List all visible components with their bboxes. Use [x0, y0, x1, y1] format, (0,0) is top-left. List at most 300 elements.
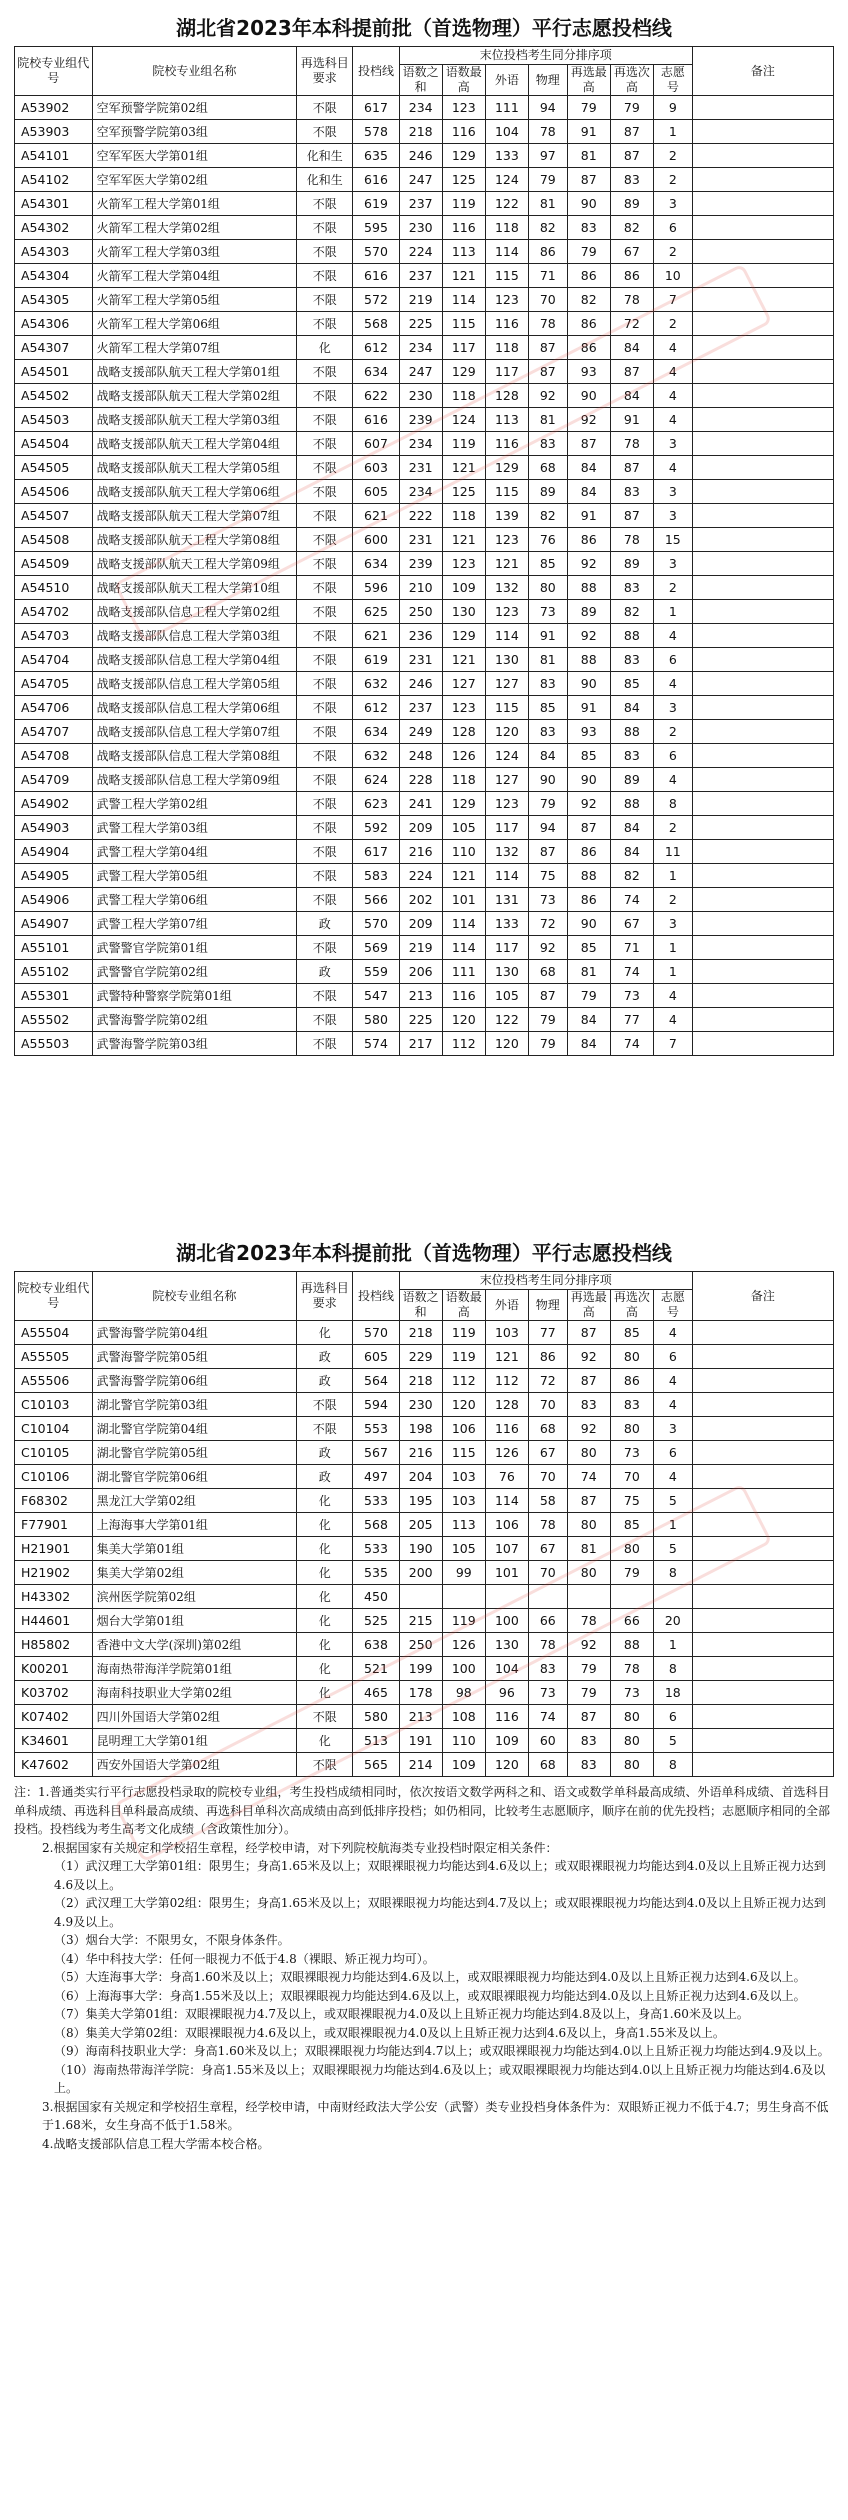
rank-cell: 76: [528, 528, 567, 552]
rank-cell: 112: [442, 1369, 485, 1393]
rank-cell: 128: [485, 1393, 528, 1417]
group-name-cell: 战略支援部队信息工程大学第06组: [92, 696, 297, 720]
rank-cell: 91: [567, 696, 610, 720]
rank-cell: 67: [610, 240, 653, 264]
score-cell: 616: [353, 168, 399, 192]
group-name-cell: 湖北警官学院第04组: [92, 1417, 297, 1441]
rank-cell: 71: [528, 264, 567, 288]
remark-cell: [692, 264, 833, 288]
footnote-line: 2.根据国家有关规定和学校招生章程，经学校申请，对下列院校航海类专业投档时限定相关条件：: [42, 1840, 558, 1855]
remark-cell: [692, 168, 833, 192]
rank-cell: 90: [567, 384, 610, 408]
rank-cell: 127: [442, 672, 485, 696]
rank-cell: 111: [442, 960, 485, 984]
group-name-cell: 黑龙江大学第02组: [92, 1489, 297, 1513]
group-code-cell: A55102: [15, 960, 93, 984]
rank-cell: 80: [567, 1441, 610, 1465]
group-code-cell: A54304: [15, 264, 93, 288]
subject-req-cell: 不限: [297, 432, 353, 456]
rank-cell: 66: [528, 1609, 567, 1633]
subject-req-cell: 不限: [297, 360, 353, 384]
rank-cell: 80: [610, 1537, 653, 1561]
rank-cell: 103: [442, 1465, 485, 1489]
subject-req-cell: 不限: [297, 408, 353, 432]
rank-cell: 89: [610, 768, 653, 792]
group-code-cell: C10106: [15, 1465, 93, 1489]
rank-cell: 87: [567, 168, 610, 192]
table-row: [15, 480, 834, 504]
rank-cell: 78: [610, 432, 653, 456]
group-code-cell: A54502: [15, 384, 93, 408]
rank-cell: 82: [528, 216, 567, 240]
rank-cell: 2: [653, 144, 692, 168]
group-code-cell: A54709: [15, 768, 93, 792]
score-cell: 465: [353, 1681, 399, 1705]
group-name-cell: 武警海警学院第05组: [92, 1345, 297, 1369]
rank-cell: 241: [399, 792, 442, 816]
subject-req-cell: 不限: [297, 696, 353, 720]
score-cell: 568: [353, 1513, 399, 1537]
subject-req-cell: 化: [297, 1321, 353, 1345]
group-code-cell: C10104: [15, 1417, 93, 1441]
rank-cell: 5: [653, 1729, 692, 1753]
rank-cell: 83: [610, 1393, 653, 1417]
rank-cell: 129: [442, 792, 485, 816]
col-group-header: 末位投档考生同分排序项: [399, 47, 692, 65]
rank-cell: 78: [610, 1657, 653, 1681]
score-cell: 566: [353, 888, 399, 912]
rank-cell: 20: [653, 1609, 692, 1633]
rank-cell: 89: [610, 192, 653, 216]
rank-cell: 71: [610, 936, 653, 960]
rank-cell: 250: [399, 600, 442, 624]
table-row: [15, 264, 834, 288]
rank-cell: 198: [399, 1417, 442, 1441]
group-name-cell: 战略支援部队信息工程大学第03组: [92, 624, 297, 648]
rank-cell: 79: [567, 1657, 610, 1681]
group-name-cell: 湖北警官学院第05组: [92, 1441, 297, 1465]
rank-cell: 205: [399, 1513, 442, 1537]
rank-cell: 88: [567, 576, 610, 600]
remark-cell: [692, 792, 833, 816]
rank-cell: 10: [653, 264, 692, 288]
table-row: [15, 1369, 834, 1393]
group-name-cell: 武警工程大学第06组: [92, 888, 297, 912]
table-row: [15, 1032, 834, 1056]
rank-cell: 4: [653, 624, 692, 648]
rank-cell: 83: [610, 744, 653, 768]
group-code-cell: K47602: [15, 1753, 93, 1777]
rank-cell: 92: [567, 552, 610, 576]
rank-cell: 4: [653, 672, 692, 696]
score-cell: 513: [353, 1729, 399, 1753]
rank-cell: 78: [528, 1513, 567, 1537]
remark-cell: [692, 888, 833, 912]
rank-cell: 60: [528, 1729, 567, 1753]
group-name-cell: 战略支援部队航天工程大学第09组: [92, 552, 297, 576]
group-name-cell: 火箭军工程大学第02组: [92, 216, 297, 240]
rank-cell: 90: [567, 912, 610, 936]
group-code-cell: A54907: [15, 912, 93, 936]
group-name-cell: 战略支援部队航天工程大学第04组: [92, 432, 297, 456]
group-code-cell: A54903: [15, 816, 93, 840]
rank-cell: 85: [567, 744, 610, 768]
remark-cell: [692, 504, 833, 528]
group-code-cell: A54708: [15, 744, 93, 768]
rank-cell: 74: [610, 1032, 653, 1056]
rank-cell: 209: [399, 912, 442, 936]
rank-cell: 119: [442, 432, 485, 456]
table-row: [15, 1008, 834, 1032]
table-row: [15, 888, 834, 912]
rank-cell: 239: [399, 552, 442, 576]
rank-cell: 90: [528, 768, 567, 792]
group-name-cell: 战略支援部队信息工程大学第04组: [92, 648, 297, 672]
rank-cell: 87: [610, 120, 653, 144]
remark-cell: [692, 1489, 833, 1513]
subject-req-cell: 不限: [297, 744, 353, 768]
subject-req-cell: 化: [297, 1585, 353, 1609]
rank-cell: 84: [567, 1032, 610, 1056]
rank-cell: 92: [567, 624, 610, 648]
rank-cell: 72: [528, 1369, 567, 1393]
score-cell: 497: [353, 1465, 399, 1489]
rank-cell: 84: [610, 336, 653, 360]
col-req-header: 再选科目要求: [297, 47, 353, 96]
rank-cell: 89: [528, 480, 567, 504]
rank-cell: 92: [567, 792, 610, 816]
rank-cell: 80: [610, 1729, 653, 1753]
rank-cell: 86: [567, 312, 610, 336]
rank-cell: 123: [442, 96, 485, 120]
score-cell: 617: [353, 96, 399, 120]
rank-cell: 86: [567, 264, 610, 288]
group-code-cell: A54904: [15, 840, 93, 864]
rank-cell: 246: [399, 144, 442, 168]
footnote-line: （6）上海海事大学：身高1.55米及以上；双眼裸眼视力均能达到4.6及以上，或双眼裸眼视力均能达到4.0及以上且矫正视力达到4.6及以上。: [54, 1988, 806, 2003]
rank-cell: 77: [610, 1008, 653, 1032]
rank-cell: 2: [653, 888, 692, 912]
rank-cell: 121: [485, 1345, 528, 1369]
group-name-cell: 战略支援部队航天工程大学第05组: [92, 456, 297, 480]
rank-cell: 103: [442, 1489, 485, 1513]
rank-cell: 58: [528, 1489, 567, 1513]
rank-cell: 72: [610, 312, 653, 336]
rank-cell: 70: [528, 1393, 567, 1417]
rank-cell: [442, 1585, 485, 1609]
group-name-cell: 火箭军工程大学第04组: [92, 264, 297, 288]
rank-cell: 68: [528, 1753, 567, 1777]
rank-cell: 9: [653, 96, 692, 120]
col-sub-header: 志愿号: [653, 1290, 692, 1321]
rank-cell: 74: [610, 888, 653, 912]
score-cell: 612: [353, 696, 399, 720]
remark-cell: [692, 528, 833, 552]
rank-cell: 119: [442, 1609, 485, 1633]
rank-cell: 3: [653, 480, 692, 504]
remark-cell: [692, 1441, 833, 1465]
rank-cell: 231: [399, 456, 442, 480]
table-row: [15, 1729, 834, 1753]
score-cell: 570: [353, 1321, 399, 1345]
rank-cell: 129: [442, 624, 485, 648]
rank-cell: 1: [653, 1513, 692, 1537]
rank-cell: 86: [567, 528, 610, 552]
rank-cell: 109: [442, 576, 485, 600]
subject-req-cell: 不限: [297, 216, 353, 240]
rank-cell: 214: [399, 1753, 442, 1777]
rank-cell: 191: [399, 1729, 442, 1753]
rank-cell: 77: [528, 1321, 567, 1345]
rank-cell: 123: [442, 696, 485, 720]
group-name-cell: 海南科技职业大学第02组: [92, 1681, 297, 1705]
col-sub-header: 外语: [485, 1290, 528, 1321]
rank-cell: 73: [528, 1681, 567, 1705]
group-name-cell: 昆明理工大学第01组: [92, 1729, 297, 1753]
table-row: [15, 816, 834, 840]
rank-cell: 246: [399, 672, 442, 696]
rank-cell: 78: [528, 120, 567, 144]
rank-cell: 87: [528, 336, 567, 360]
score-table: [14, 1271, 834, 1777]
score-table: [14, 46, 834, 1056]
score-cell: 619: [353, 192, 399, 216]
group-code-cell: A54704: [15, 648, 93, 672]
rank-cell: 132: [485, 576, 528, 600]
col-sub-header: 语数之和: [399, 65, 442, 96]
subject-req-cell: 政: [297, 912, 353, 936]
table-row: [15, 120, 834, 144]
group-name-cell: 武警工程大学第07组: [92, 912, 297, 936]
group-name-cell: 战略支援部队航天工程大学第08组: [92, 528, 297, 552]
rank-cell: 130: [485, 1633, 528, 1657]
subject-req-cell: 化: [297, 1633, 353, 1657]
rank-cell: 116: [442, 120, 485, 144]
group-code-cell: A54703: [15, 624, 93, 648]
rank-cell: 224: [399, 240, 442, 264]
rank-cell: 114: [442, 912, 485, 936]
rank-cell: [528, 1585, 567, 1609]
table-row: [15, 1609, 834, 1633]
score-cell: 553: [353, 1417, 399, 1441]
score-cell: 568: [353, 312, 399, 336]
rank-cell: 114: [485, 864, 528, 888]
rank-cell: 195: [399, 1489, 442, 1513]
remark-cell: [692, 384, 833, 408]
rank-cell: 92: [567, 1417, 610, 1441]
rank-cell: 6: [653, 648, 692, 672]
subject-req-cell: 化: [297, 1681, 353, 1705]
rank-cell: 127: [485, 672, 528, 696]
remark-cell: [692, 744, 833, 768]
subject-req-cell: 不限: [297, 624, 353, 648]
subject-req-cell: 不限: [297, 384, 353, 408]
rank-cell: 87: [610, 504, 653, 528]
group-name-cell: 战略支援部队信息工程大学第08组: [92, 744, 297, 768]
subject-req-cell: 化: [297, 1489, 353, 1513]
rank-cell: 116: [485, 1705, 528, 1729]
table-row: [15, 192, 834, 216]
rank-cell: 109: [485, 1729, 528, 1753]
rank-cell: 1: [653, 936, 692, 960]
group-code-cell: A53902: [15, 96, 93, 120]
rank-cell: 84: [567, 456, 610, 480]
table-row: [15, 720, 834, 744]
rank-cell: 129: [485, 456, 528, 480]
rank-cell: 107: [485, 1537, 528, 1561]
col-sub-header: 志愿号: [653, 65, 692, 96]
rank-cell: 70: [610, 1465, 653, 1489]
rank-cell: 92: [567, 1345, 610, 1369]
rank-cell: 237: [399, 192, 442, 216]
footnote-line: （1）武汉理工大学第01组：限男生；身高1.65米及以上；双眼裸眼视力均能达到4.6及以上；或双眼裸眼视力均能达到4.0及以上且矫正视力达到4.6及以上。: [54, 1859, 826, 1892]
rank-cell: 6: [653, 744, 692, 768]
subject-req-cell: 不限: [297, 864, 353, 888]
remark-cell: [692, 1585, 833, 1609]
rank-cell: 130: [485, 648, 528, 672]
rank-cell: 113: [485, 408, 528, 432]
table-row: [15, 1753, 834, 1777]
rank-cell: 121: [442, 456, 485, 480]
rank-cell: 120: [442, 1393, 485, 1417]
group-name-cell: 武警工程大学第03组: [92, 816, 297, 840]
rank-cell: 120: [485, 1753, 528, 1777]
rank-cell: 1: [653, 1633, 692, 1657]
remark-cell: [692, 1561, 833, 1585]
rank-cell: 106: [442, 1417, 485, 1441]
rank-cell: 81: [567, 960, 610, 984]
subject-req-cell: 不限: [297, 768, 353, 792]
rank-cell: 79: [567, 1681, 610, 1705]
group-name-cell: 武警特种警察学院第01组: [92, 984, 297, 1008]
score-cell: 622: [353, 384, 399, 408]
rank-cell: 248: [399, 744, 442, 768]
remark-cell: [692, 1417, 833, 1441]
subject-req-cell: 不限: [297, 648, 353, 672]
table-row: [15, 528, 834, 552]
remark-cell: [692, 192, 833, 216]
table-row: [15, 312, 834, 336]
subject-req-cell: 不限: [297, 240, 353, 264]
rank-cell: 85: [610, 1513, 653, 1537]
score-cell: 607: [353, 432, 399, 456]
rank-cell: 119: [442, 1321, 485, 1345]
rank-cell: 83: [528, 432, 567, 456]
rank-cell: 239: [399, 408, 442, 432]
col-sub-header: 物理: [528, 1290, 567, 1321]
rank-cell: 83: [567, 1753, 610, 1777]
rank-cell: 85: [610, 1321, 653, 1345]
rank-cell: 116: [485, 312, 528, 336]
group-code-cell: A55503: [15, 1032, 93, 1056]
score-cell: 632: [353, 672, 399, 696]
rank-cell: 78: [610, 528, 653, 552]
rank-cell: 15: [653, 528, 692, 552]
score-cell: 580: [353, 1008, 399, 1032]
rank-cell: 87: [610, 144, 653, 168]
rank-cell: 81: [528, 408, 567, 432]
rank-cell: 74: [567, 1465, 610, 1489]
rank-cell: 132: [485, 840, 528, 864]
group-name-cell: 战略支援部队航天工程大学第10组: [92, 576, 297, 600]
rank-cell: 86: [567, 840, 610, 864]
rank-cell: 84: [567, 480, 610, 504]
subject-req-cell: 化: [297, 1729, 353, 1753]
rank-cell: 6: [653, 1345, 692, 1369]
rank-cell: 84: [528, 744, 567, 768]
score-cell: 570: [353, 240, 399, 264]
score-cell: 632: [353, 744, 399, 768]
rank-cell: 4: [653, 1008, 692, 1032]
remark-cell: [692, 552, 833, 576]
rank-cell: [567, 1585, 610, 1609]
subject-req-cell: 化: [297, 1609, 353, 1633]
subject-req-cell: 政: [297, 960, 353, 984]
score-cell: 605: [353, 480, 399, 504]
page-1: [0, 0, 848, 1056]
subject-req-cell: 不限: [297, 456, 353, 480]
rank-cell: 229: [399, 1345, 442, 1369]
rank-cell: 117: [485, 816, 528, 840]
table-row: [15, 384, 834, 408]
remark-cell: [692, 1008, 833, 1032]
rank-cell: 213: [399, 1705, 442, 1729]
score-cell: 603: [353, 456, 399, 480]
table-row: [15, 1417, 834, 1441]
rank-cell: 115: [442, 312, 485, 336]
group-code-cell: A54505: [15, 456, 93, 480]
rank-cell: 1: [653, 120, 692, 144]
group-code-cell: A54902: [15, 792, 93, 816]
rank-cell: 3: [653, 1417, 692, 1441]
subject-req-cell: 政: [297, 1441, 353, 1465]
rank-cell: 113: [442, 240, 485, 264]
group-name-cell: 火箭军工程大学第03组: [92, 240, 297, 264]
rank-cell: 236: [399, 624, 442, 648]
group-name-cell: 空军预警学院第03组: [92, 120, 297, 144]
rank-cell: 84: [610, 816, 653, 840]
subject-req-cell: 化和生: [297, 144, 353, 168]
rank-cell: 82: [610, 600, 653, 624]
rank-cell: [610, 1585, 653, 1609]
score-cell: 617: [353, 840, 399, 864]
rank-cell: 79: [610, 1561, 653, 1585]
rank-cell: 120: [485, 1032, 528, 1056]
rank-cell: 230: [399, 1393, 442, 1417]
rank-cell: 86: [528, 240, 567, 264]
col-remark-header: 备注: [692, 1272, 833, 1321]
rank-cell: 1: [653, 864, 692, 888]
group-code-cell: A54306: [15, 312, 93, 336]
rank-cell: 92: [567, 408, 610, 432]
rank-cell: 4: [653, 984, 692, 1008]
rank-cell: 83: [567, 1729, 610, 1753]
rank-cell: 217: [399, 1032, 442, 1056]
rank-cell: 124: [442, 408, 485, 432]
remark-cell: [692, 288, 833, 312]
group-name-cell: 武警工程大学第02组: [92, 792, 297, 816]
rank-cell: 111: [485, 96, 528, 120]
col-sub-header: 语数之和: [399, 1290, 442, 1321]
rank-cell: 88: [610, 792, 653, 816]
remark-cell: [692, 360, 833, 384]
rank-cell: 87: [567, 432, 610, 456]
footnote-line: （2）武汉理工大学第02组：限男生；身高1.65米及以上；双眼裸眼视力均能达到4.7及以上；或双眼裸眼视力均能达到4.0及以上且矫正视力达到4.9及以上。: [54, 1896, 826, 1929]
score-cell: 574: [353, 1032, 399, 1056]
score-cell: 572: [353, 288, 399, 312]
rank-cell: 4: [653, 456, 692, 480]
rank-cell: 139: [485, 504, 528, 528]
